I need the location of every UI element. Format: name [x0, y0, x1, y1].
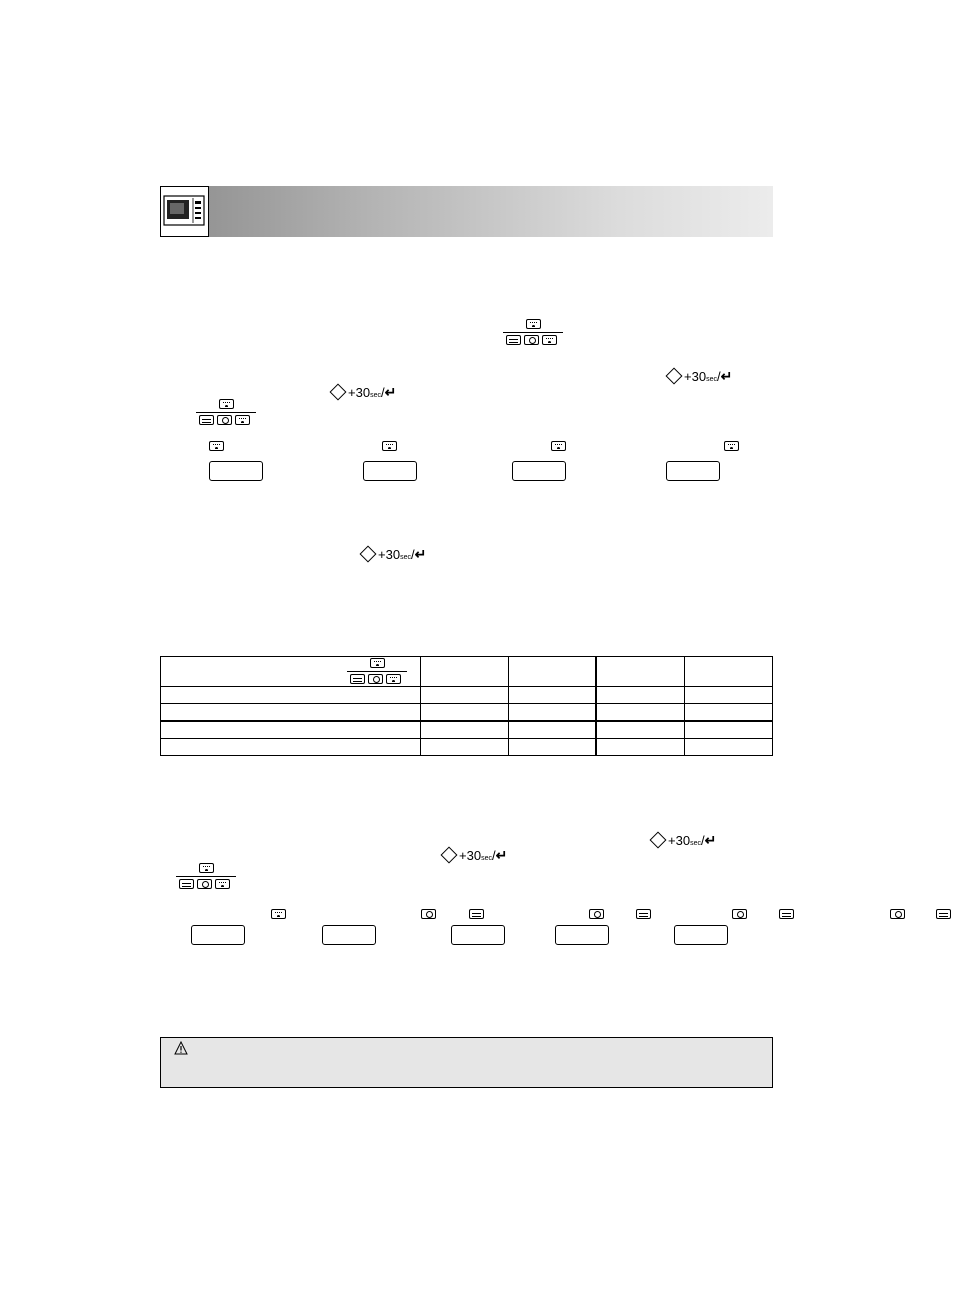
- mode-selector-icon: [196, 399, 258, 431]
- start-key-icon: +30sec/↵: [332, 383, 396, 401]
- grill-icon: [199, 863, 214, 873]
- grill-icon: [386, 674, 401, 684]
- convection-fan-icon: [890, 909, 905, 919]
- warning-triangle-icon: [174, 1041, 188, 1055]
- start-key-icon: +30sec/↵: [362, 545, 426, 563]
- grill-icon: [542, 335, 557, 345]
- table-row: [161, 721, 773, 739]
- grill-icon: [370, 658, 385, 668]
- table-row: [161, 704, 773, 722]
- display-panel: [191, 925, 245, 945]
- microwave-oven-icon: [160, 186, 209, 237]
- convection-fan-icon: [589, 909, 604, 919]
- grill-icon: [551, 441, 566, 451]
- table-row: [161, 687, 773, 704]
- grill-icon: [526, 319, 541, 329]
- convection-fan-icon: [368, 674, 383, 684]
- convection-fan-icon: [421, 909, 436, 919]
- display-panel: [451, 925, 505, 945]
- grill-icon: [271, 909, 286, 919]
- warning-box: [160, 1037, 773, 1088]
- grill-icon: [382, 441, 397, 451]
- grill-icon: [215, 879, 230, 889]
- start-key-icon: +30sec/↵: [652, 831, 716, 849]
- display-panel: [555, 925, 609, 945]
- display-panel: [209, 461, 263, 481]
- section-header-band: [160, 186, 773, 237]
- combi-icon: [779, 909, 794, 919]
- grill-icon: [209, 441, 224, 451]
- combi-icon: [350, 674, 365, 684]
- convection-fan-icon: [524, 335, 539, 345]
- display-panel: [674, 925, 728, 945]
- table-row: [161, 739, 773, 756]
- combi-icon: [199, 415, 214, 425]
- convection-fan-icon: [217, 415, 232, 425]
- mode-selector-icon: [503, 319, 565, 351]
- combi-icon: [636, 909, 651, 919]
- mode-selector-icon: [176, 863, 238, 895]
- start-key-icon: +30sec/↵: [668, 367, 732, 385]
- table-header-row: [161, 657, 773, 687]
- display-panel: [666, 461, 720, 481]
- convection-fan-icon: [732, 909, 747, 919]
- combi-icon: [179, 879, 194, 889]
- grill-icon: [235, 415, 250, 425]
- grill-icon: [724, 441, 739, 451]
- grill-icon: [219, 399, 234, 409]
- display-panel: [322, 925, 376, 945]
- start-key-icon: +30sec/↵: [443, 846, 507, 864]
- display-panel: [512, 461, 566, 481]
- mode-selector-icon: [347, 658, 409, 690]
- combi-icon: [506, 335, 521, 345]
- settings-table: [160, 656, 773, 755]
- display-panel: [363, 461, 417, 481]
- convection-fan-icon: [197, 879, 212, 889]
- combi-icon: [469, 909, 484, 919]
- combi-icon: [936, 909, 951, 919]
